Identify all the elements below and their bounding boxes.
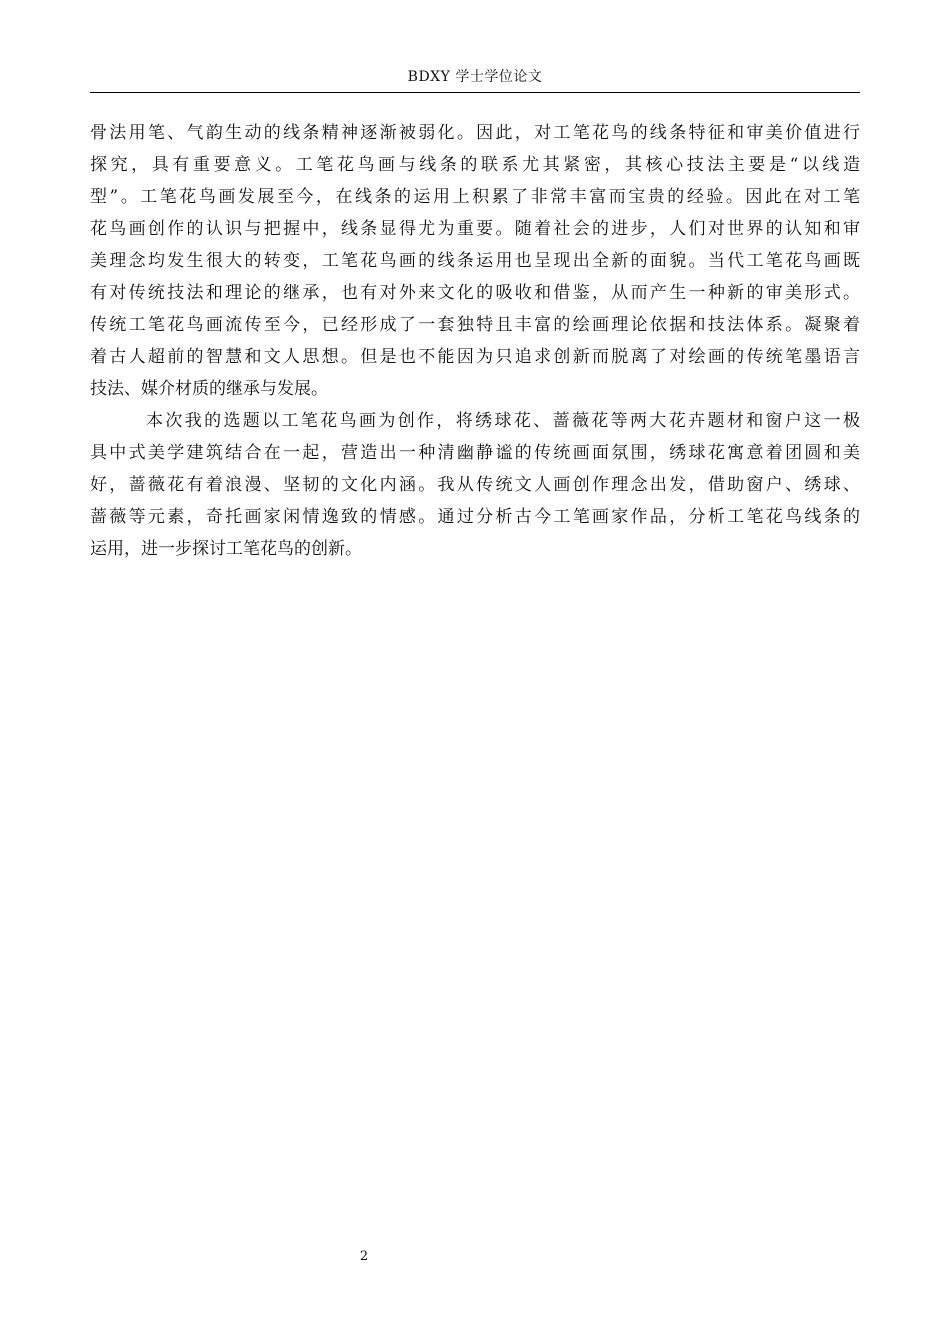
text-line: 具中式美学建筑结合在一起，营造出一种清幽静谧的传统画面氛围，绣球花寓意着团圆和美 [90,443,860,463]
text-line: 花鸟画创作的认识与把握中，线条显得尤为重要。随着社会的进步，人们对世界的认知和审 [90,219,860,239]
paragraph-2 [90,405,860,565]
text-line: 运用，进一步探讨工笔花鸟的创新。 [90,539,362,559]
page-number: 2 [359,1249,369,1264]
text-line: 骨法用笔、气韵生动的线条精神逐渐被弱化。因此，对工笔花鸟的线条特征和审美价值进行 [90,123,860,143]
text-line: 好，蔷薇花有着浪漫、坚韧的文化内涵。我从传统文人画创作理念出发，借助窗户、绣球、 [90,475,860,495]
text-line: 传统工笔花鸟画流传至今，已经形成了一套独特且丰富的绘画理论依据和技法体系。凝聚着 [90,315,860,335]
text-line: 美理念均发生很大的转变，工笔花鸟画的线条运用也呈现出全新的面貌。当代工笔花鸟画既 [90,251,860,271]
page-header [90,66,860,93]
text-line: 有对传统技法和理论的继承，也有对外来文化的吸收和借鉴，从而产生一种新的审美形式。 [90,283,860,303]
header-title: BDXY 学士学位论文 [407,69,543,85]
text-line: 蔷薇等元素，奇托画家闲情逸致的情感。通过分析古今工笔画家作品，分析工笔花鸟线条的 [90,507,860,527]
text-line: 探究，具有重要意义。工笔花鸟画与线条的联系尤其紧密，其核心技法主要是“以线造 [90,155,860,175]
text-line: 着古人超前的智慧和文人思想。但是也不能因为只追求创新而脱离了对绘画的传统笔墨语言 [90,347,860,367]
text-line: 技法、媒介材质的继承与发展。 [90,379,328,399]
body-text [90,117,860,565]
text-line: 本次我的选题以工笔花鸟画为创作，将绣球花、蔷薇花等两大花卉题材和窗户这一极 [146,411,860,431]
paragraph-1 [90,117,860,405]
text-line: 型”。工笔花鸟画发展至今，在线条的运用上积累了非常丰富而宝贵的经验。因此在对工笔 [90,187,860,207]
